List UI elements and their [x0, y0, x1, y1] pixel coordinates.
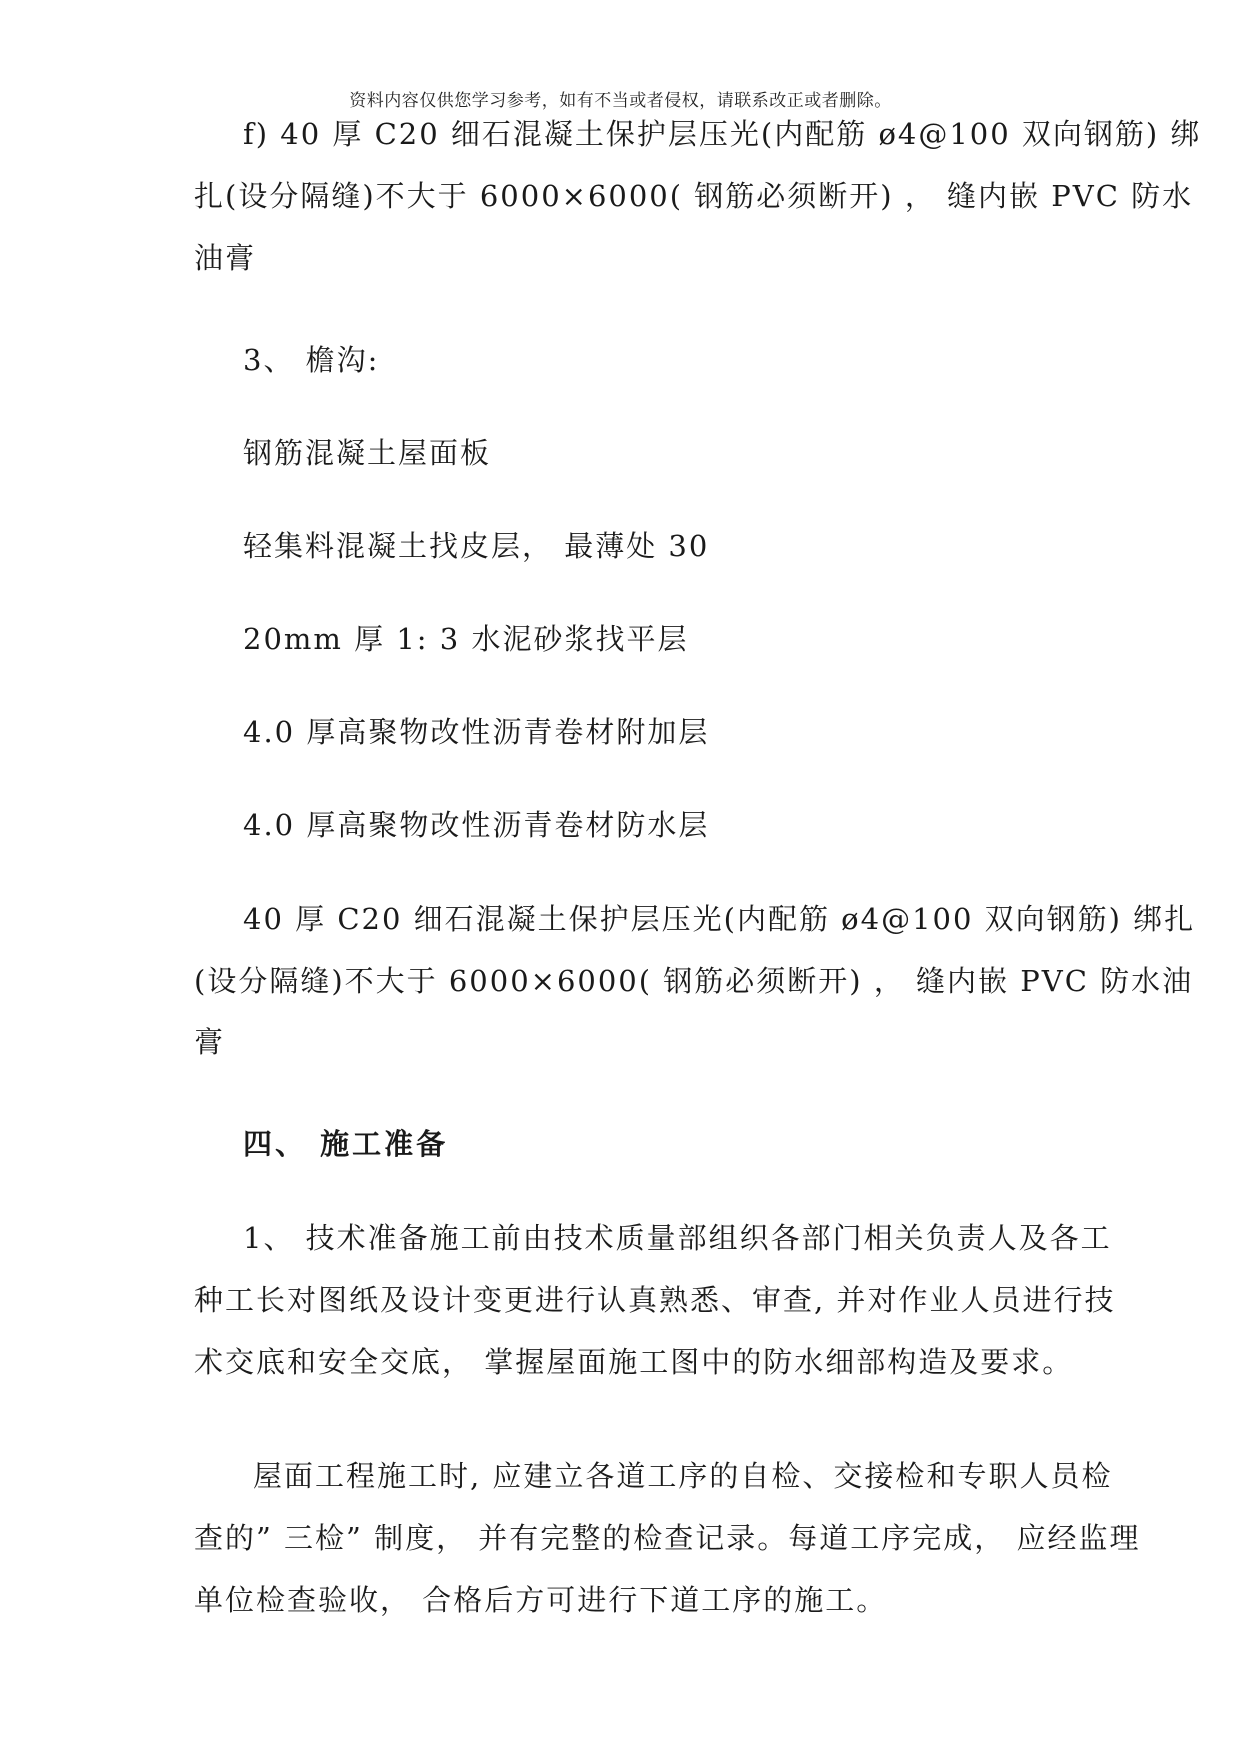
list-item: 钢筋混凝土屋面板 [243, 436, 492, 470]
section-4-heading: 四、 施工准备 [243, 1127, 449, 1161]
list-item: 轻集料混凝土找皮层， 最薄处 30 [243, 529, 710, 563]
list-item: 4.0 厚高聚物改性沥青卷材附加层 [243, 715, 710, 749]
paragraph-f-line-3: 油膏 [194, 241, 257, 275]
section-3-title: 3、 檐沟: [243, 343, 380, 377]
para-1-line-3: 术交底和安全交底， 掌握屋面施工图中的防水细部构造及要求。 [194, 1345, 1074, 1379]
paragraph-f-line-1: f) 40 厚 C20 细石混凝土保护层压光(内配筋 ø4@100 双向钢筋) 绑 [243, 117, 1202, 151]
para-2-line-1: 屋面工程施工时, 应建立各道工序的自检、交接检和专职人员检 [253, 1459, 1113, 1493]
para-2-line-2: 查的” 三检” 制度， 并有完整的检查记录。每道工序完成， 应经监理 [194, 1521, 1141, 1555]
copyright-notice: 资料内容仅供您学习参考，如有不当或者侵权，请联系改正或者删除。 [349, 91, 892, 111]
para-1-line-2: 种工长对图纸及设计变更进行认真熟悉、审查, 并对作业人员进行技 [194, 1283, 1116, 1317]
protect-layer-line-2: (设分隔缝)不大于 6000×6000( 钢筋必须断开) ， 缝内嵌 PVC 防水油 [194, 964, 1194, 998]
paragraph-f-line-2: 扎(设分隔缝)不大于 6000×6000( 钢筋必须断开) ， 缝内嵌 PVC 防水 [194, 179, 1194, 213]
para-1-line-1: 1、 技术准备施工前由技术质量部组织各部门相关负责人及各工 [243, 1221, 1112, 1255]
list-item: 20mm 厚 1: 3 水泥砂浆找平层 [243, 622, 689, 656]
para-2-line-3: 单位检查验收， 合格后方可进行下道工序的施工。 [194, 1583, 888, 1617]
protect-layer-line-3: 膏 [194, 1025, 226, 1059]
list-item: 4.0 厚高聚物改性沥青卷材防水层 [243, 808, 710, 842]
protect-layer-line-1: 40 厚 C20 细石混凝土保护层压光(内配筋 ø4@100 双向钢筋) 绑扎 [243, 902, 1196, 936]
